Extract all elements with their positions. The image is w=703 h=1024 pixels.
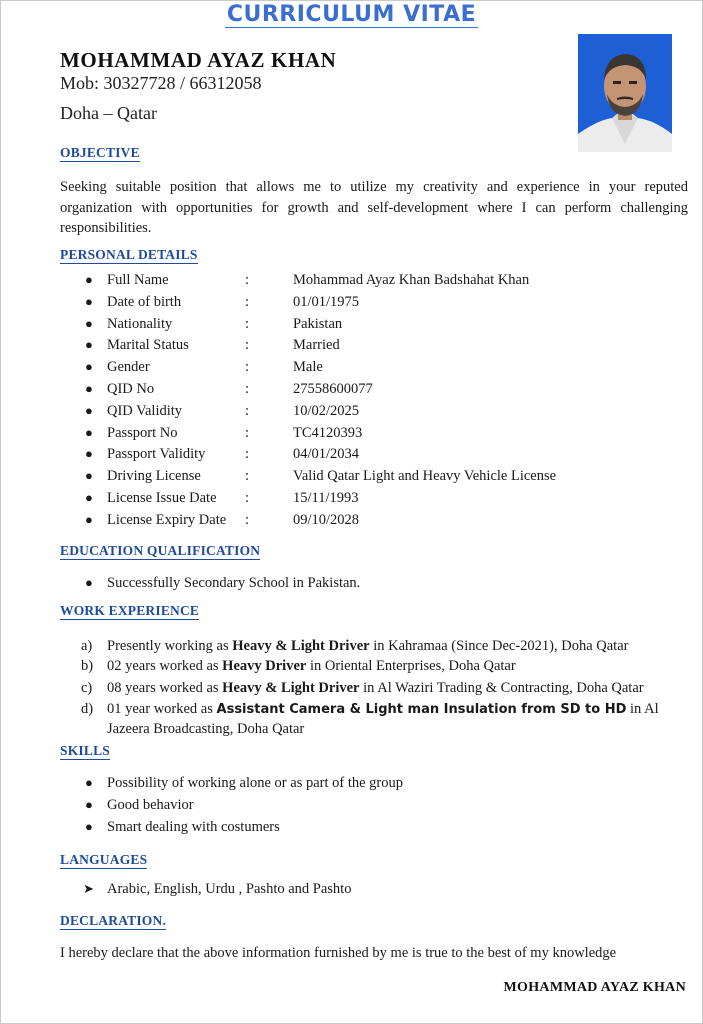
work-item-pre: 01 year worked as [107,701,217,717]
objective-line: Seeking suitable position that allows me to utilize my creativity and experience in your reputed [60,179,688,195]
detail-label: QID No [107,381,155,397]
skills-heading: SKILLS [60,743,110,758]
detail-colon: : [245,381,250,397]
candidate-name: MOHAMMAD AYAZ KHAN [60,48,337,72]
work-item-role: Heavy Driver [222,658,307,674]
detail-colon: : [245,424,250,441]
detail-label: Gender [107,359,150,376]
work-item-pre: 02 years worked as [107,658,223,674]
detail-label: License Issue Date [107,490,217,506]
detail-colon: : [245,337,250,354]
bullet-icon: ● [85,293,93,309]
detail-colon: : [245,359,250,376]
declaration-text: I hereby declare that the above information furnished by me is true to the best of my knowledge [60,945,617,961]
work-item-text [107,658,516,675]
work-item-role: Heavy & Light Driver [222,680,360,696]
detail-value: Mohammad Ayaz Khan Badshahat Khan [293,272,530,288]
bullet-icon: ● [85,575,93,590]
detail-colon: : [245,511,250,528]
work-item-text [107,680,644,697]
item-marker: a) [81,638,93,654]
detail-value: 04/01/2034 [293,446,360,463]
detail-value: TC4120393 [293,424,363,441]
bullet-icon: ● [85,315,93,331]
detail-value: Married [293,337,340,354]
bullet-icon: ● [85,402,93,418]
languages-item-text: Arabic, English, Urdu , Pashto and Pashto [107,881,352,897]
item-marker: d) [81,701,94,717]
detail-label: License Expiry Date [107,511,227,528]
bullet-icon: ● [85,775,93,790]
detail-value: 27558600077 [293,381,373,397]
bullet-icon: ● [85,381,93,396]
bullet-icon: ● [85,272,93,287]
work-item-pre: 08 years worked as [107,680,223,696]
detail-label: Marital Status [107,337,189,354]
objective-line: organization with opportunities for growth and self-development where I can perform challenging [60,199,688,216]
detail-label: Driving License [107,468,201,485]
languages-heading: LANGUAGES [60,852,148,867]
bullet-icon: ● [85,511,93,527]
detail-label: Full Name [107,272,169,288]
work-item-post: in Oriental Enterprises, Doha Qatar [306,658,516,674]
work-experience-heading: WORK EXPERIENCE [60,603,200,618]
bullet-icon: ● [85,359,93,375]
detail-label: Nationality [107,315,173,332]
bullet-icon: ● [85,490,93,505]
skill-item-text: Smart dealing with costumers [107,819,280,835]
detail-label: QID Validity [107,402,183,419]
portrait-image [578,34,672,152]
bullet-icon: ● [85,819,93,834]
work-item-role: Assistant Camera & Light man Insulation from SD to HD [216,702,627,717]
work-item-text [107,701,659,718]
education-item-text: Successfully Secondary School in Pakistan. [107,575,361,591]
work-item-post: in Al Waziri Trading & Contracting, Doha Qatar [359,680,644,696]
work-item-continuation: Jazeera Broadcasting, Doha Qatar [107,721,305,737]
detail-colon: : [245,468,250,485]
skill-item-text: Good behavior [107,797,194,813]
skill-item-text: Possibility of working alone or as part of the group [107,775,403,791]
detail-value: 09/10/2028 [293,511,360,528]
detail-colon: : [245,293,250,310]
work-item-post: in Kahramaa (Since Dec-2021), Doha Qatar [369,638,629,654]
detail-colon: : [245,446,250,463]
declaration-heading: DECLARATION. [60,913,167,928]
title-text: CURRICULUM VITAE [226,2,477,27]
objective-heading: OBJECTIVE [60,145,140,160]
detail-colon: : [245,402,250,419]
arrow-bullet-icon: ➤ [83,881,94,896]
detail-value: Pakistan [293,315,343,332]
bullet-icon: ● [85,337,93,353]
detail-value: 01/01/1975 [293,293,360,310]
bullet-icon: ● [85,446,93,462]
bullet-icon: ● [85,424,93,440]
document-title [1,1,702,29]
detail-colon: : [245,490,250,506]
bullet-icon: ● [85,797,93,812]
education-heading: EDUCATION QUALIFICATION [60,543,261,558]
detail-value: Valid Qatar Light and Heavy Vehicle License [293,468,557,485]
work-item-text [107,638,628,655]
bullet-icon: ● [85,468,93,484]
work-item-pre: Presently working as [107,638,233,654]
work-item-role: Heavy & Light Driver [232,638,370,654]
signature-name: MOHAMMAD AYAZ KHAN [503,980,686,995]
detail-value: Male [293,359,323,376]
objective-text [60,177,688,239]
detail-value: 15/11/1993 [293,490,359,506]
location: Doha – Qatar [60,103,157,123]
personal-details-heading: PERSONAL DETAILS [60,247,198,262]
work-item-post: in Al [626,701,659,717]
detail-label: Passport No [107,424,178,441]
detail-label: Date of birth [107,293,182,310]
item-marker: b) [81,658,94,674]
detail-value: 10/02/2025 [293,402,360,419]
item-marker: c) [81,680,93,696]
objective-line: responsibilities. [60,220,152,236]
mobile-numbers: Mob: 30327728 / 66312058 [60,73,262,93]
profile-photo [578,34,672,152]
detail-colon: : [245,315,250,332]
detail-label: Passport Validity [107,446,206,463]
detail-colon: : [245,272,250,288]
